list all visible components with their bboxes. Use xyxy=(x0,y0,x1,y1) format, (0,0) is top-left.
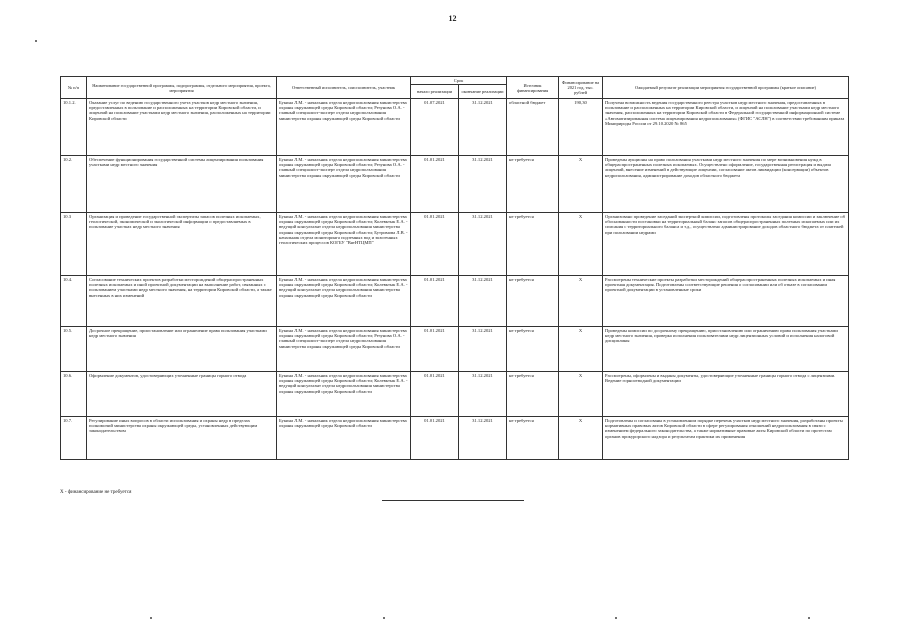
row-end: 31.12.2021 xyxy=(459,213,507,276)
row-end: 31.12.2021 xyxy=(459,327,507,372)
program-table-container xyxy=(60,76,848,460)
row-finance: 190,30 xyxy=(559,99,603,156)
header-term-end: окончание реализации xyxy=(459,85,507,99)
table-row xyxy=(61,99,849,156)
row-start: 01.01.2021 xyxy=(411,372,459,417)
row-name: Оформление документов, удостоверяющих уточненные границы горного отвода xyxy=(87,372,277,417)
row-name: Согласование технических проектов разработки месторождений общераспространенных полезных ископаемых и иной проектной документации на выполнение работ, связанных с пользованием участками недр местного значения, на территории Кировской области, а также внесенных в них изменений xyxy=(87,276,277,327)
header-row xyxy=(61,77,849,85)
row-finance: Х xyxy=(559,156,603,213)
table-row xyxy=(61,417,849,460)
row-num: 10.4. xyxy=(61,276,87,327)
row-source: не требуется xyxy=(507,213,559,276)
header-num: № п/п xyxy=(61,77,87,99)
header-term-start: начало реализации xyxy=(411,85,459,99)
row-finance: Х xyxy=(559,276,603,327)
row-name: Регулирование иных вопросов в области использования и охраны недр в пределах полномочий министерства охраны окружающей среды, установленных действующим законодательством xyxy=(87,417,277,460)
row-executor: Букина Л.М. - начальник отдела недропользования министерства охраны окружающей среды Кировской области; Резунова О.А. - главный специалист-эксперт отдела недропользования министерства охраны окружающей среды Кировской области xyxy=(277,99,411,156)
row-result: Рассмотрены, оформлены и выданы документы, удостоверяющие уточненные границы горного отвода с лицензиями. Ведение горноотводной документации xyxy=(603,372,849,417)
closing-rule xyxy=(382,500,524,501)
scan-speck xyxy=(615,617,617,619)
scan-speck xyxy=(383,617,385,619)
footnote: Х - финансирование не требуется xyxy=(60,490,132,495)
row-num: 10.6. xyxy=(61,372,87,417)
table-row xyxy=(61,213,849,276)
row-num: 10.1.2. xyxy=(61,99,87,156)
table-row xyxy=(61,276,849,327)
header-result: Ожидаемый результат реализации мероприятия государственной программы (краткое описание) xyxy=(603,77,849,99)
row-num: 10.3 xyxy=(61,213,87,276)
row-start: 01.01.2021 xyxy=(411,156,459,213)
header-sources: Источник финансирования xyxy=(507,77,559,99)
header-name: Наименование государственной программы, подпрограммы, отдельного мероприятия, проекта, мероприятия xyxy=(87,77,277,99)
row-num: 10.2. xyxy=(61,156,87,213)
row-source: не требуется xyxy=(507,156,559,213)
row-name: Организация и проведение государственной экспертизы запасов полезных ископаемых, геологической, экономической и экологической информации о предоставляемых в пользование участках недр местного значения xyxy=(87,213,277,276)
table-row xyxy=(61,327,849,372)
row-num: 10.7. xyxy=(61,417,87,460)
row-executor: Букина Л.М. - начальник отдела недропользования министерства охраны окружающей среды Кировской области; Колевктык Е.А. - ведущий консультант отдела недропользования министерства охраны окружающей среды Кировской области xyxy=(277,372,411,417)
row-source: областной бюджет xyxy=(507,99,559,156)
row-name: Оказание услуг по ведению государственного учета участков недр местного значения, предоставленных в пользование и расположенных на территории Кировской области, и лицензий на пользование участками недр местного значения, расположенных на территории Кировской области xyxy=(87,99,277,156)
row-start: 01.01.2021 xyxy=(411,213,459,276)
row-start: 01.07.2021 xyxy=(411,99,459,156)
row-finance: Х xyxy=(559,213,603,276)
row-source: не требуется xyxy=(507,372,559,417)
header-term: Срок xyxy=(411,77,507,85)
row-num: 10.5. xyxy=(61,327,87,372)
row-result: Организовано проведение заседаний экспертной комиссии, подготовлены протоколы заседания комиссии и заключение об обоснованности постановки на территориальный баланс запасов общераспространенных полезных ископаемых или их списания с территориального баланса и т.д., осуществлено администрирование доходов областного бюджета от платежей при пользовании недрами xyxy=(603,213,849,276)
row-result: Проведены комиссии по досрочному прекращению, приостановлению или ограничению права пользования участками недр местного значения, проверка исполнения пользователями недр лицензионных условий и исполнения налоговой дисциплины xyxy=(603,327,849,372)
row-end: 31.12.2021 xyxy=(459,372,507,417)
row-start: 01.01.2021 xyxy=(411,327,459,372)
row-start: 01.01.2021 xyxy=(411,276,459,327)
program-table xyxy=(60,76,849,460)
row-end: 31.12.2021 xyxy=(459,99,507,156)
row-source: не требуется xyxy=(507,276,559,327)
row-result: Рассмотрены технические проекты разработки месторождений общераспространенных полезных ископаемых и иная проектная документация. Подготовлены соответствующие решения о согласовании или об отказе в согласовании проектной документации в установленные сроки xyxy=(603,276,849,327)
row-name: Обеспечение функционирования государственной системы лицензирования пользования участками недр местного значения xyxy=(87,156,277,213)
scan-speck xyxy=(35,40,37,42)
row-finance: Х xyxy=(559,372,603,417)
row-executor: Букина Л.М. - начальник отдела недропользования министерства охраны окружающей среды Кировской области; Резунова О.А. - главный специалист-эксперт отдела недропользования министерства охраны окружающей среды Кировской области xyxy=(277,327,411,372)
row-finance: Х xyxy=(559,327,603,372)
row-result: Получена возможность ведения государственного реестра участков недр местного значения, предоставленных в пользование и расположенных на территории Кировской области, и лицензий на пользование участками недр местного значения, расположенных на территории Кировской области в Федеральной государственной информационной системе «Автоматизированная система лицензирования недропользования» (ФГИС "АСЛН") в соответствии требованиям приказа Минприроды России от 29.10.2020 № 865 xyxy=(603,99,849,156)
row-source: не требуется xyxy=(507,417,559,460)
header-finance: Финансирование на 2021 год, тыс. рублей xyxy=(559,77,603,99)
row-end: 31.12.2021 xyxy=(459,156,507,213)
header-executor: Ответственный исполнитель, соисполнитель, участник xyxy=(277,77,411,99)
row-result: Подготовлены и согласованы в установленном порядке перечень участков недр местного значения, разработаны проекты нормативных правовых актов Кировской области в сфере регулирования отношений недропользования в связи с изменением федерального законодательства, а также нормативные правовые акты Кировской области по протестам органов прокурорского надзора и результатам практики их применения xyxy=(603,417,849,460)
row-end: 31.12.2021 xyxy=(459,417,507,460)
scan-speck xyxy=(150,617,152,619)
row-source: не требуется xyxy=(507,327,559,372)
row-executor: Букина Л.М. - начальник отдела недропользования министерства охраны окружающей среды Кировской области; Колевктык Е.А. - ведущий консультант отдела недропользования министерства охраны окружающей среды Кировской области xyxy=(277,276,411,327)
row-finance: Х xyxy=(559,417,603,460)
table-row xyxy=(61,156,849,213)
scan-speck xyxy=(808,617,810,619)
row-executor: Букина Л.М. - начальник отдела недропользования министерства охраны окружающей среды Кировской области; Резунова О.А. - главный специалист-эксперт отдела недропользования министерства охраны окружающей среды Кировской области xyxy=(277,156,411,213)
row-end: 31.12.2021 xyxy=(459,276,507,327)
row-name: Досрочное прекращение, приостановление или ограничение права пользования участками недр местного значения xyxy=(87,327,277,372)
table-row xyxy=(61,372,849,417)
page-number: 12 xyxy=(448,14,457,23)
row-start: 01.01.2021 xyxy=(411,417,459,460)
row-result: Проведены аукционы на право пользования участками недр местного значения по мере возникновения нужд в общераспространенных полезных ископаемых. Осуществлено оформление, государственная регистрация и выдача лицензий, внесение изменений в действующие лицензии, согласование актов ликвидации (консервации) объектов недропользования, администрирование доходов областного бюджета xyxy=(603,156,849,213)
row-executor: Букина Л.М. - начальник отдела недропользования министерства охраны окружающей среды Кировской области; Колевктык Е.А. - ведущий консультант отдела недропользования министерства охраны окружающей среды Кировской области; Бутримова Л.В. - начальник отдела мониторинга подземных вод и экзогенных геологических процессов КОГБУ "ВятНТЦМП" xyxy=(277,213,411,276)
row-executor: Букина Л.М. - начальник отдела недропользования министерства охраны окружающей среды Кировской области xyxy=(277,417,411,460)
